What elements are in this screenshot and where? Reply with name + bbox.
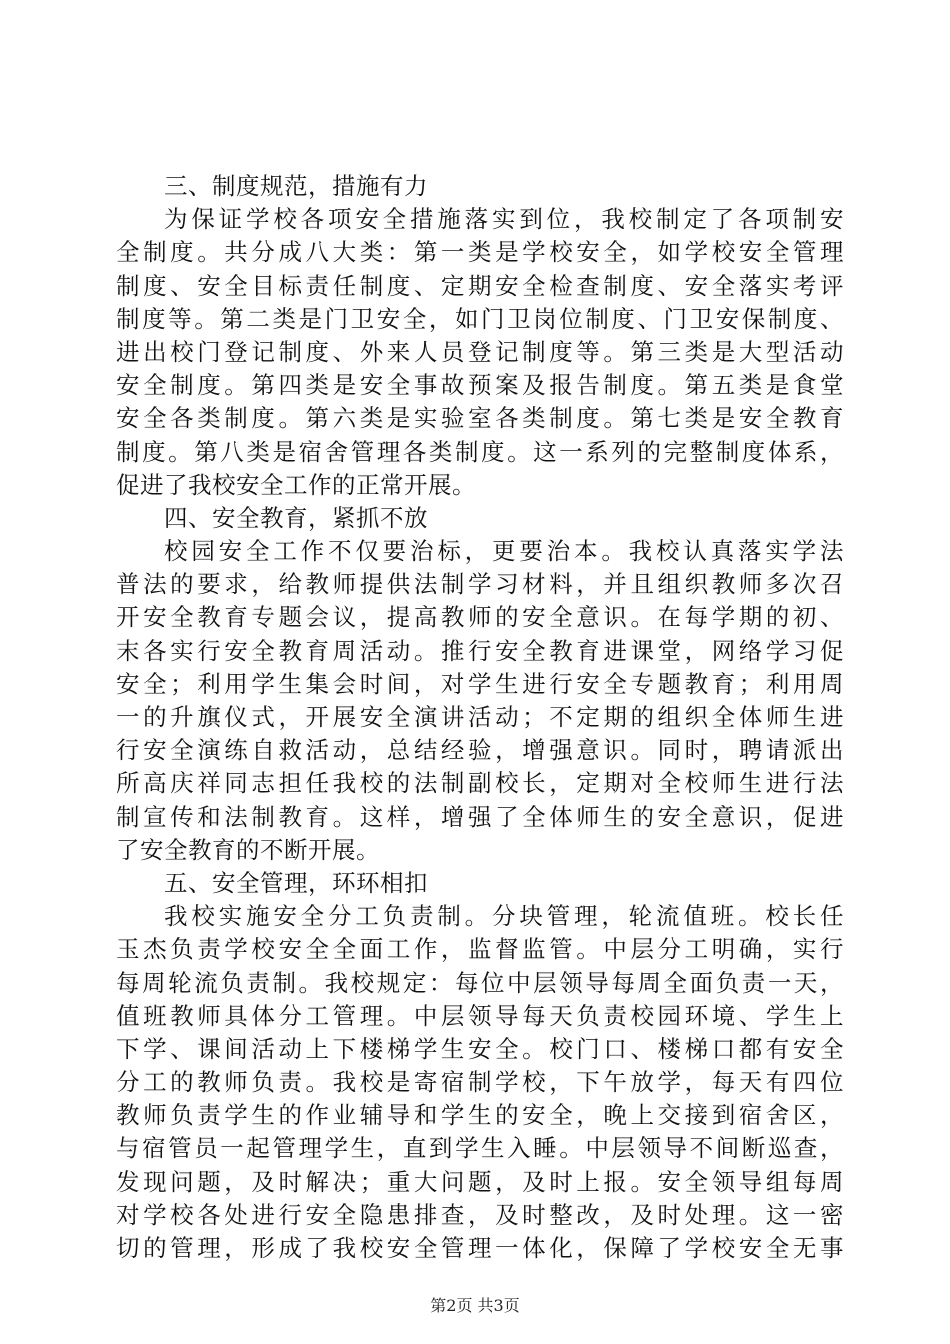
- section-4-line: 一的升旗仪式，开展安全演讲活动；不定期的组织全体师生进: [116, 703, 844, 731]
- section-5-line: 教师负责学生的作业辅导和学生的安全，晚上交接到宿舍区，: [116, 1101, 844, 1130]
- section-4-line: 末各实行安全教育周活动。推行安全教育进课堂，网络学习促: [116, 636, 844, 665]
- section-5-line: 值班教师具体分工管理。中层领导每天负责校园环境、学生上: [116, 1001, 844, 1030]
- section-3-line: 制度等。第二类是门卫安全，如门卫岗位制度、门卫安保制度、: [116, 304, 844, 333]
- section-3-line: 全制度。共分成八大类：第一类是学校安全，如学校安全管理: [116, 238, 844, 267]
- section-3-line: 进出校门登记制度、外来人员登记制度等。第三类是大型活动: [116, 337, 844, 366]
- section-5-line: 发现问题，及时解决；重大问题，及时上报。安全领导组每周: [116, 1167, 844, 1196]
- section-5-line: 与宿管员一起管理学生，直到学生入睡。中层领导不间断巡查，: [116, 1134, 844, 1163]
- section-4-line: 所高庆祥同志担任我校的法制副校长，定期对全校师生进行法: [116, 769, 844, 798]
- section-5-line: 分工的教师负责。我校是寄宿制学校，下午放学，每天有四位: [116, 1068, 844, 1097]
- section-4-heading: 四、安全教育，紧抓不放: [164, 503, 428, 532]
- section-5-line: 切的管理，形成了我校安全管理一体化，保障了学校安全无事: [116, 1234, 844, 1262]
- section-5-line: 下学、课间活动上下楼梯学生安全。校门口、楼梯口都有安全: [116, 1034, 844, 1063]
- section-5-line: 每周轮流负责制。我校规定：每位中层领导每周全面负责一天，: [116, 968, 844, 997]
- section-3-line: 促进了我校安全工作的正常开展。: [116, 470, 476, 499]
- section-3-line: 制度、安全目标责任制度、定期安全检查制度、安全落实考评: [116, 271, 844, 300]
- section-4-line: 制宣传和法制教育。这样，增强了全体师生的安全意识，促进: [116, 802, 844, 831]
- section-3-heading: 三、制度规范，措施有力: [164, 172, 428, 200]
- section-4-line: 开安全教育专题会议，提高教师的安全意识。在每学期的初、: [116, 603, 844, 632]
- section-4-line: 行安全演练自救活动，总结经验，增强意识。同时，聘请派出: [116, 736, 844, 765]
- section-4-line: 普法的要求，给教师提供法制学习材料，并且组织教师多次召: [116, 570, 844, 599]
- section-4-line: 了安全教育的不断开展。: [116, 835, 380, 864]
- section-4-line: 安全；利用学生集会时间，对学生进行安全专题教育；利用周: [116, 669, 844, 698]
- section-5-line: 我校实施安全分工负责制。分块管理，轮流值班。校长任: [164, 902, 844, 931]
- section-5-heading: 五、安全管理，环环相扣: [164, 868, 428, 897]
- section-4-line: 校园安全工作不仅要治标，更要治本。我校认真落实学法: [164, 537, 844, 566]
- section-3-line: 制度。第八类是宿舍管理各类制度。这一系列的完整制度体系，: [116, 437, 844, 466]
- section-3-line: 安全制度。第四类是安全事故预案及报告制度。第五类是食堂: [116, 371, 844, 400]
- page-number-footer: 第2页 共3页: [430, 1296, 520, 1315]
- section-3-line: 为保证学校各项安全措施落实到位，我校制定了各项制安: [164, 205, 844, 234]
- section-5-line: 对学校各处进行安全隐患排查，及时整改，及时处理。这一密: [116, 1200, 844, 1229]
- section-3-line: 安全各类制度。第六类是实验室各类制度。第七类是安全教育: [116, 404, 844, 433]
- section-5-line: 玉杰负责学校安全全面工作，监督监管。中层分工明确，实行: [116, 935, 844, 964]
- document-body: [116, 170, 844, 1265]
